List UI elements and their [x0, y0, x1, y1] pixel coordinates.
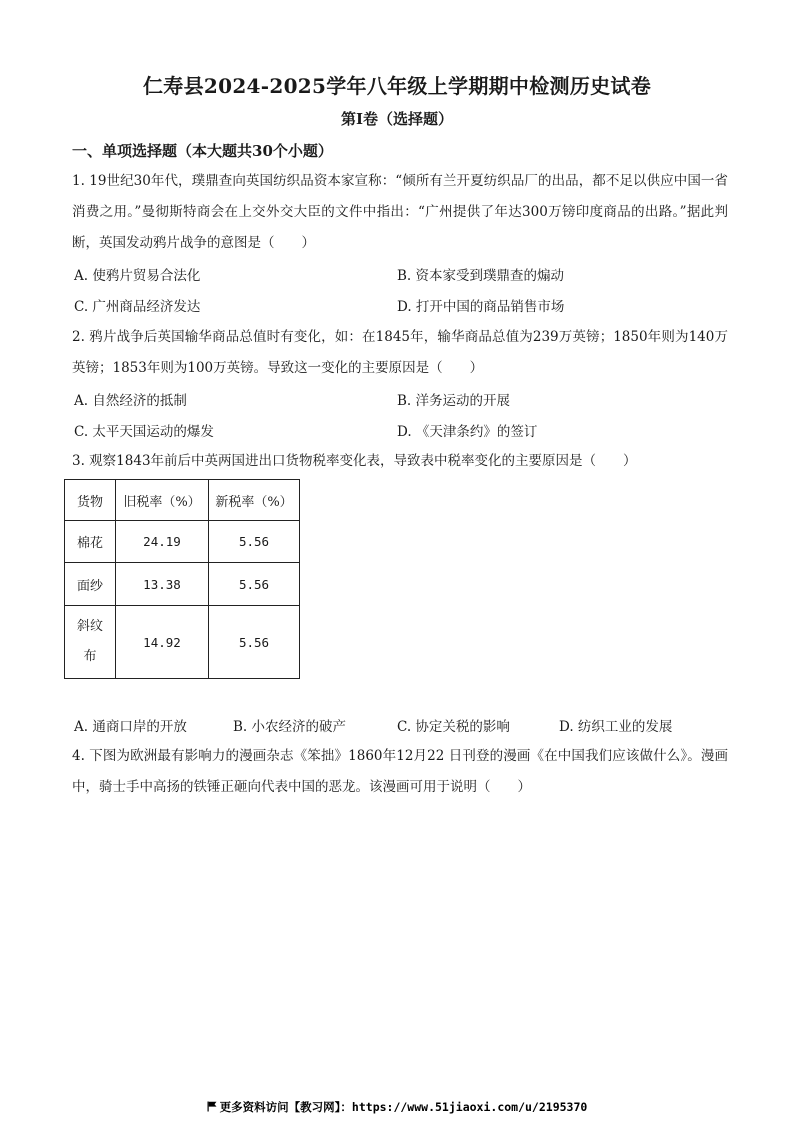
table-row	[65, 521, 300, 563]
question-1-stem: 1. 19世纪30年代，璞鼎查向英国纺织品资本家宣称：“倾所有兰开夏纺织品厂的出品，都不足以供应中国一省消费之用。”曼彻斯特商会在上交外交大臣的文件中指出：“广州提供了年达300万镑印度商品的出路。”据此判断，英国发动鸦片战争的意图是（ ）	[72, 173, 728, 251]
question-3-option-d: D. 纺织工业的发展	[559, 719, 673, 735]
question-3-stem: 3. 观察1843年前后中英两国进出口货物税率变化表，导致表中税率变化的主要原因是（ ）	[72, 453, 637, 469]
table-cell: 5.56	[209, 606, 300, 679]
question-2-stem: 2. 鸦片战争后英国输华商品总值时有变化，如：在1845年，输华商品总值为239万英镑；1850年则为140万英镑；1853年则为100万英镑。导致这一变化的主要原因是（ ）	[72, 329, 728, 376]
question-3-option-c: C. 协定关税的影响	[397, 719, 510, 735]
question-2-option-a: A. 自然经济的抵制	[74, 393, 187, 409]
table-cell: 24.19	[116, 521, 209, 563]
table-cell: 13.38	[116, 563, 209, 606]
flag-icon	[207, 1101, 217, 1112]
part-title: 第Ⅰ卷（选择题）	[340, 110, 454, 128]
table-header-cell: 货物	[65, 480, 116, 521]
question-1-option-d: D. 打开中国的商品销售市场	[397, 299, 565, 315]
question-2-option-b: B. 洋务运动的开展	[397, 393, 511, 409]
footer-link[interactable]	[0, 1099, 794, 1115]
table-header-cell: 新税率（%）	[209, 480, 300, 521]
table-header-row	[65, 480, 300, 521]
section-title: 一、单项选择题（本大题共30个小题）	[72, 142, 333, 160]
exam-title: 仁寿县2024-2025学年八年级上学期期中检测历史试卷	[142, 74, 652, 98]
question-1-option-b: B. 资本家受到璞鼎查的煽动	[397, 268, 565, 284]
table-row	[65, 563, 300, 606]
table-row	[65, 606, 300, 679]
table-cell: 14.92	[116, 606, 209, 679]
table-cell: 棉花	[65, 521, 116, 563]
question-3-option-b: B. 小农经济的破产	[233, 719, 347, 735]
question-2-option-c: C. 太平天国运动的爆发	[74, 424, 214, 440]
table-cell: 斜纹布	[65, 606, 116, 679]
question-1-option-a: A. 使鸦片贸易合法化	[74, 268, 201, 284]
question-3-option-a: A. 通商口岸的开放	[74, 719, 187, 735]
table-cell: 5.56	[209, 521, 300, 563]
table-cell: 面纱	[65, 563, 116, 606]
question-2-option-d: D. 《天津条约》的签订	[397, 424, 538, 440]
table-cell: 5.56	[209, 563, 300, 606]
table-header-cell: 旧税率（%）	[116, 480, 209, 521]
question-4-stem: 4. 下图为欧洲最有影响力的漫画杂志《笨拙》1860年12月22 日刊登的漫画《在中国我们应该做什么》。漫画中，骑士手中高扬的铁锤正砸向代表中国的恶龙。该漫画可用于说明（ ）	[72, 748, 728, 795]
footer-text: 更多资料访问【教习网】：https://www.51jiaoxi.com/u/2195370	[219, 1100, 588, 1114]
question-1-option-c: C. 广州商品经济发达	[74, 299, 201, 315]
tax-rate-table	[64, 479, 300, 679]
